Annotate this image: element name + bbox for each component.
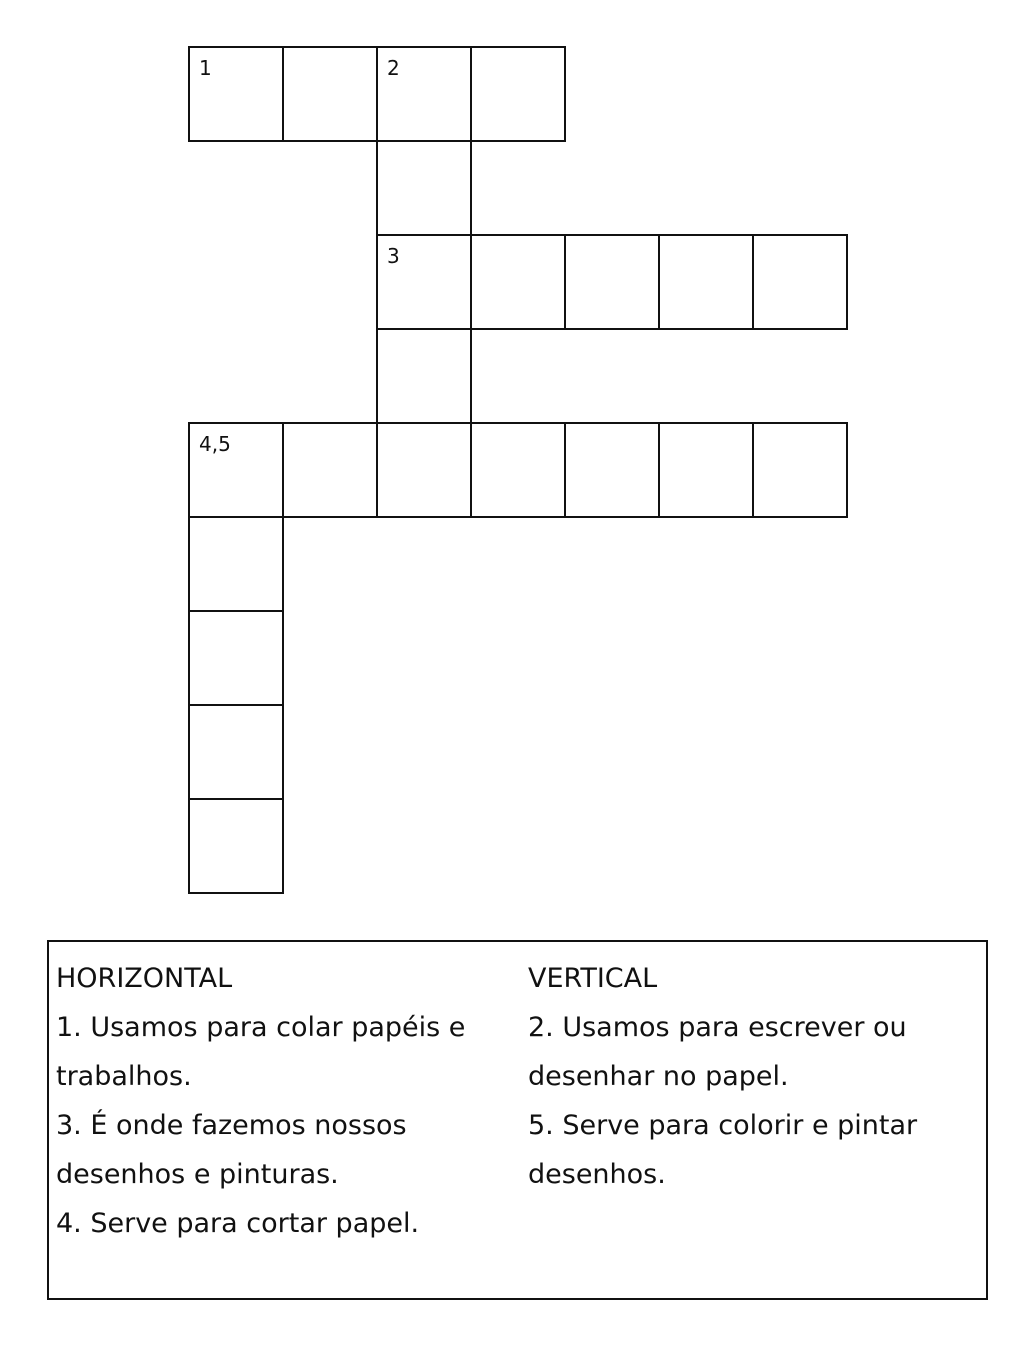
vertical-clue-line: desenhar no papel. — [528, 1061, 789, 1092]
crossword-cell[interactable] — [188, 704, 284, 800]
crossword-cell[interactable] — [376, 422, 472, 518]
clue-number: 1 — [199, 56, 212, 80]
crossword-cell[interactable] — [752, 234, 848, 330]
vertical-clues — [528, 954, 978, 1199]
crossword-cell[interactable] — [658, 234, 754, 330]
crossword-cell[interactable] — [376, 140, 472, 236]
crossword-cell[interactable] — [282, 46, 378, 142]
vertical-clue-line: desenhos. — [528, 1159, 666, 1190]
vertical-clue-line: 5. Serve para colorir e pintar — [528, 1110, 918, 1141]
horizontal-clue-line: desenhos e pinturas. — [56, 1159, 339, 1190]
crossword-cell[interactable] — [470, 422, 566, 518]
crossword-cell[interactable] — [564, 422, 660, 518]
crossword-cell[interactable] — [470, 46, 566, 142]
clue-number: 4,5 — [199, 432, 231, 456]
clue-number: 2 — [387, 56, 400, 80]
crossword-cell[interactable] — [470, 234, 566, 330]
crossword-cell[interactable] — [658, 422, 754, 518]
vertical-heading: VERTICAL — [528, 963, 658, 994]
clues-box — [47, 940, 988, 1300]
crossword-cell[interactable] — [282, 422, 378, 518]
crossword-cell[interactable] — [188, 422, 284, 518]
crossword-cell[interactable] — [188, 610, 284, 706]
crossword-cell[interactable] — [188, 46, 284, 142]
crossword-cell[interactable] — [752, 422, 848, 518]
vertical-clue-line: 2. Usamos para escrever ou — [528, 1012, 907, 1043]
horizontal-clues — [56, 954, 506, 1248]
clue-number: 3 — [387, 244, 400, 268]
horizontal-clue-line: trabalhos. — [56, 1061, 192, 1092]
horizontal-clue-line: 4. Serve para cortar papel. — [56, 1208, 420, 1239]
horizontal-clue-line: 3. É onde fazemos nossos — [56, 1110, 407, 1141]
crossword-cell[interactable] — [376, 328, 472, 424]
crossword-cell[interactable] — [188, 516, 284, 612]
crossword-cell[interactable] — [188, 798, 284, 894]
horizontal-heading: HORIZONTAL — [56, 963, 233, 994]
crossword-cell[interactable] — [376, 46, 472, 142]
crossword-cell[interactable] — [564, 234, 660, 330]
horizontal-clue-line: 1. Usamos para colar papéis e — [56, 1012, 466, 1043]
crossword-cell[interactable] — [376, 234, 472, 330]
